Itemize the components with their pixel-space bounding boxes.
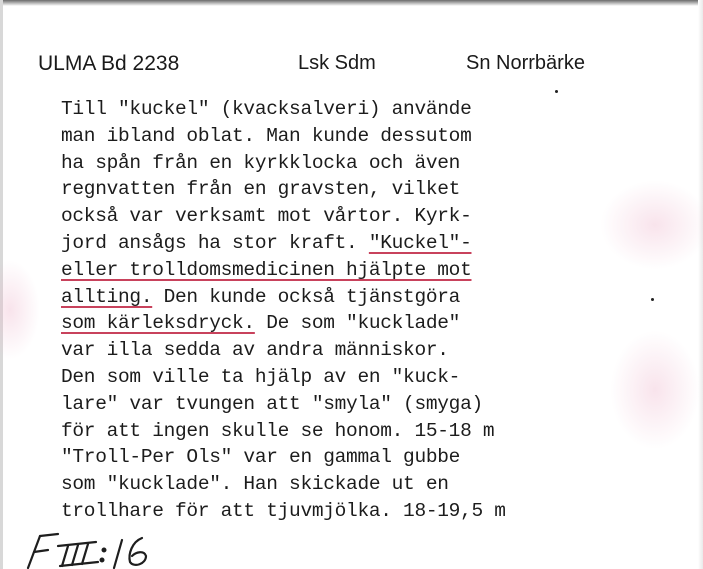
underlined-phrase: som kärleksdryck. — [61, 312, 255, 335]
card-header — [38, 52, 638, 86]
location-code: Lsk Sdm — [298, 52, 376, 74]
text-line: för att ingen skulle se honom. 15-18 m — [61, 419, 495, 442]
text-line: "Troll-Per Ols" var en gammal gubbe — [61, 446, 461, 469]
underlined-phrase: allting. — [61, 285, 153, 308]
text-line — [61, 310, 681, 337]
text-line: som "kucklade". Han skickade ut en — [61, 473, 449, 496]
card-right-edge — [698, 0, 703, 569]
card-top-edge — [0, 0, 703, 6]
underlined-line: eller trolldomsmedicinen hjälpte mot — [61, 258, 472, 281]
text-line: regnvatten från en gravsten, vilket — [61, 178, 461, 201]
parish-name: Sn Norrbärke — [466, 52, 585, 74]
text-segment: Den kunde också tjänstgöra — [152, 285, 461, 308]
ink-speck — [651, 298, 654, 301]
text-segment: De som "kucklade" — [254, 312, 461, 335]
text-line: Den som ville ta hjälp av en "kuck- — [61, 365, 461, 388]
text-line — [61, 284, 681, 311]
text-line: man ibland oblat. Man kunde dessutom — [61, 124, 472, 147]
text-line: också var verksamt mot vårtor. Kyrk- — [61, 205, 472, 228]
text-line: lare" var tvungen att "smyla" (smyga) — [61, 392, 483, 415]
archive-reference: ULMA Bd 2238 — [38, 52, 180, 75]
text-line — [61, 230, 681, 257]
underlined-phrase: "Kuckel"- — [368, 231, 472, 254]
card-body-text — [61, 96, 681, 525]
ink-speck — [555, 90, 558, 93]
text-line: Till "kuckel" (kvacksalveri) använde — [61, 98, 472, 120]
text-segment: jord ansågs ha stor kraft. — [61, 231, 369, 254]
text-line: ha spån från en kyrkklocka och även — [61, 151, 461, 174]
text-line: trollhare för att tjuvmjölka. 18-19,5 m — [61, 499, 506, 522]
pink-stain — [0, 260, 40, 360]
handwritten-signature — [18, 528, 168, 569]
text-line: var illa sedda av andra människor. — [61, 339, 449, 362]
